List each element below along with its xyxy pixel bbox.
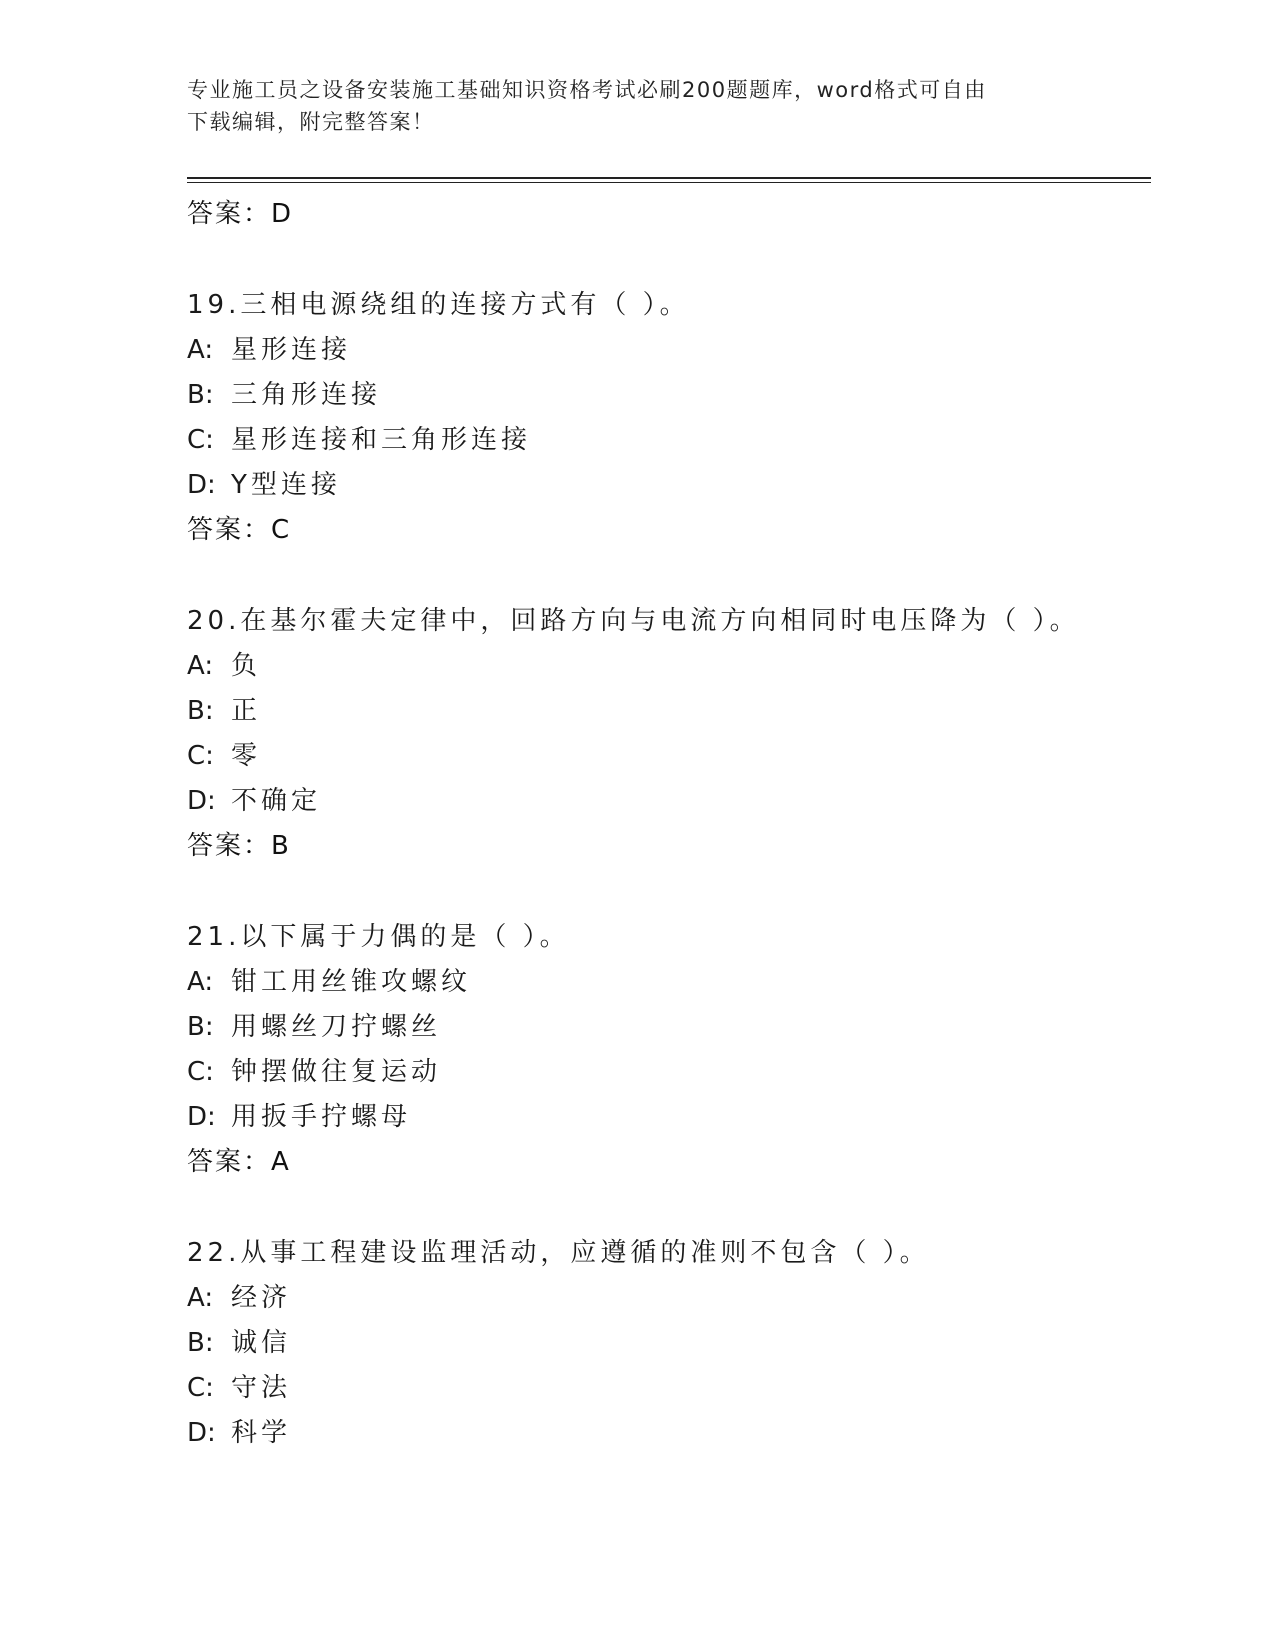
previous-answer: 答案：D	[187, 199, 294, 229]
option-letter: B:	[187, 1012, 214, 1042]
option-text: 负	[231, 651, 262, 681]
question-19-option-d	[187, 464, 341, 501]
option-text: 三角形连接	[231, 380, 382, 410]
option-letter: B:	[187, 380, 214, 410]
option-letter: D:	[187, 786, 216, 816]
option-letter: D:	[187, 1418, 216, 1448]
option-letter: A:	[187, 1283, 214, 1313]
option-text: 钟摆做往复运动	[231, 1057, 442, 1087]
option-letter: C:	[187, 741, 214, 771]
option-letter: D:	[187, 1102, 216, 1132]
question-20-option-a	[187, 645, 261, 682]
option-letter: A:	[187, 335, 214, 365]
question-21-answer: 答案：A	[187, 1147, 291, 1177]
option-text: 用扳手拧螺母	[231, 1102, 412, 1132]
question-22-option-b	[187, 1322, 291, 1359]
option-letter: C:	[187, 1373, 214, 1403]
question-20-option-c	[187, 735, 261, 772]
option-text: 不确定	[231, 786, 322, 816]
option-text: 正	[231, 696, 262, 726]
question-19-option-a	[187, 329, 351, 366]
option-text: 科学	[231, 1418, 292, 1448]
question-20-answer: 答案：B	[187, 831, 291, 861]
question-22-option-a	[187, 1277, 291, 1314]
option-text: 星形连接和三角形连接	[231, 425, 532, 455]
question-22-option-c	[187, 1367, 291, 1404]
option-letter: B:	[187, 696, 214, 726]
question-21-option-a	[187, 961, 471, 998]
option-letter: A:	[187, 967, 214, 997]
question-20-option-b	[187, 690, 261, 727]
option-text: 钳工用丝锥攻螺纹	[231, 967, 472, 997]
option-text: Y型连接	[231, 470, 341, 500]
option-text: 经济	[231, 1283, 292, 1313]
option-letter: B:	[187, 1328, 214, 1358]
option-text: 星形连接	[231, 335, 352, 365]
question-19-option-b	[187, 374, 381, 411]
question-22: 22.从事工程建设监理活动，应遵循的准则不包含（ ）。	[187, 1238, 930, 1268]
option-text: 守法	[231, 1373, 292, 1403]
option-letter: C:	[187, 1057, 214, 1087]
question-19-answer: 答案：C	[187, 515, 292, 545]
question-21-option-d	[187, 1096, 411, 1133]
question-20: 20.在基尔霍夫定律中，回路方向与电流方向相同时电压降为（ ）。	[187, 606, 1080, 636]
document-header	[187, 74, 1067, 138]
question-19: 19.三相电源绕组的连接方式有（ ）。	[187, 290, 690, 320]
question-22-option-d	[187, 1412, 291, 1449]
header-divider	[187, 177, 1151, 183]
question-21-option-c	[187, 1051, 441, 1088]
option-letter: C:	[187, 425, 214, 455]
option-letter: D:	[187, 470, 216, 500]
header-line-2: 下载编辑，附完整答案！	[187, 110, 435, 134]
header-line-1: 专业施工员之设备安装施工基础知识资格考试必刷200题题库，word格式可自由	[187, 78, 987, 102]
option-text: 诚信	[231, 1328, 292, 1358]
question-20-option-d	[187, 780, 321, 817]
option-text: 用螺丝刀拧螺丝	[231, 1012, 442, 1042]
option-letter: A:	[187, 651, 214, 681]
option-text: 零	[231, 741, 262, 771]
question-21: 21.以下属于力偶的是（ ）。	[187, 922, 570, 952]
question-19-option-c	[187, 419, 531, 456]
question-21-option-b	[187, 1006, 441, 1043]
